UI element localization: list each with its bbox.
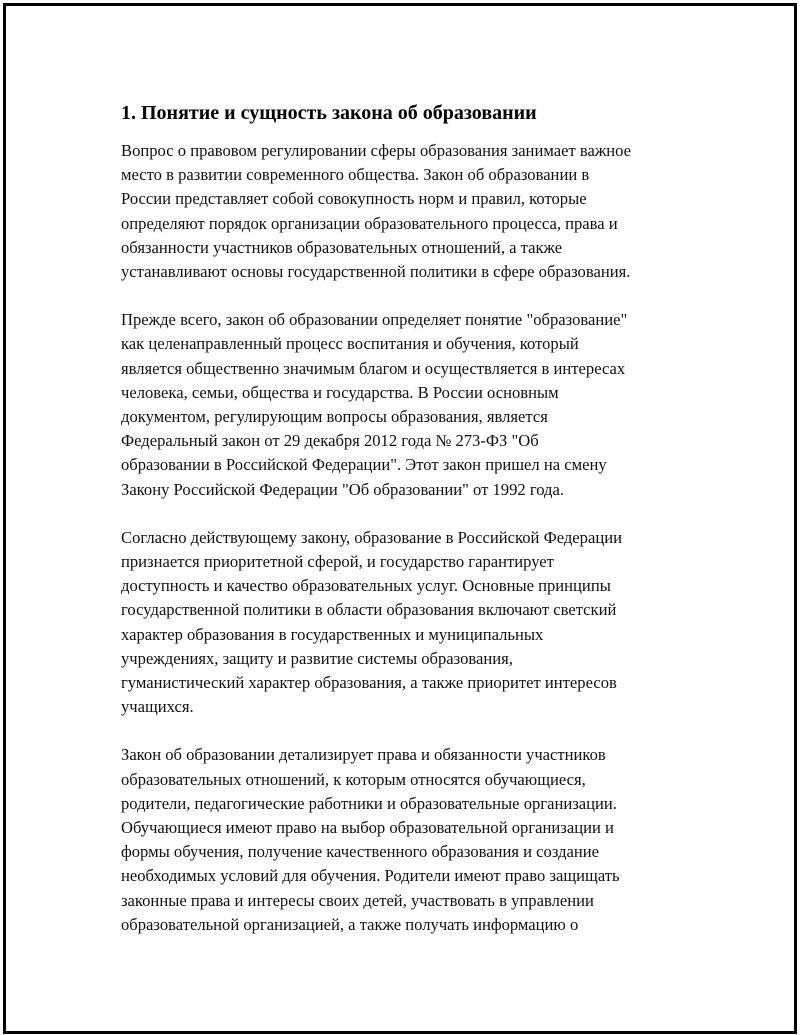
paragraph-line: Согласно действующему закону, образование в Российской Федерации: [121, 527, 622, 547]
paragraph-line: Закон об образовании детализирует права и обязанности участников: [121, 745, 606, 765]
paragraph-line: документом, регулирующим вопросы образования, является: [121, 407, 548, 427]
paragraph-line: доступность и качество образовательных услуг. Основные принципы: [121, 576, 611, 596]
paragraph-line: определяют порядок организации образовательного процесса, права и: [121, 213, 618, 233]
paragraph-line: законные права и интересы своих детей, участвовать в управлении: [121, 890, 594, 910]
paragraph-line: Обучающиеся имеют право на выбор образовательной организации и: [121, 818, 614, 838]
paragraph-line: признается приоритетной сферой, и государство гарантирует: [121, 552, 554, 572]
paragraph-line: является общественно значимым благом и осуществляется в интересах: [121, 358, 626, 378]
paragraph-line: образовательных отношений, к которым относятся обучающиеся,: [121, 769, 586, 789]
paragraph-line: государственной политики в области образования включают светский: [121, 600, 617, 620]
paragraph: [121, 139, 701, 284]
paragraph-line: учащихся.: [121, 697, 194, 717]
paragraph-line: Прежде всего, закон об образовании определяет понятие "образование": [121, 310, 628, 330]
paragraph-list: [121, 139, 701, 937]
paragraph-line: место в развитии современного общества. Закон об образовании в: [121, 165, 590, 185]
paragraph: [121, 743, 701, 937]
paragraph-line: родители, педагогические работники и образовательные организации.: [121, 793, 617, 813]
paragraph-line: необходимых условий для обучения. Родители имеют право защищать: [121, 866, 620, 886]
paragraph: [121, 308, 701, 502]
document-heading: 1. Понятие и сущность закона об образовании: [121, 102, 537, 124]
paragraph-line: формы обучения, получение качественного образования и создание: [121, 842, 600, 862]
paragraph-line: обязанности участников образовательных отношений, а также: [121, 237, 563, 257]
paragraph-line: России представляет собой совокупность норм и правил, которые: [121, 189, 587, 209]
paragraph-line: учреждениях, защиту и развитие системы образования,: [121, 648, 513, 668]
paragraph-line: образовании в Российской Федерации". Этот закон пришел на смену: [121, 455, 607, 475]
paragraph-line: образовательной организацией, а также получать информацию о: [121, 914, 579, 934]
page-frame: [3, 3, 797, 1034]
paragraph-line: Закону Российской Федерации "Об образовании" от 1992 года.: [121, 479, 564, 499]
paragraph-line: Вопрос о правовом регулировании сферы образования занимает важное: [121, 141, 632, 160]
document-content: [121, 100, 701, 961]
paragraph-line: устанавливают основы государственной политики в сфере образования.: [121, 262, 631, 282]
paragraph-line: человека, семьи, общества и государства. В России основным: [121, 382, 559, 402]
paragraph-line: гуманистический характер образования, а также приоритет интересов: [121, 673, 617, 693]
paragraph-line: Федеральный закон от 29 декабря 2012 года № 273-ФЗ "Об: [121, 431, 539, 451]
paragraph-line: как целенаправленный процесс воспитания и обучения, который: [121, 334, 579, 354]
paragraph-line: характер образования в государственных и муниципальных: [121, 624, 544, 644]
paragraph: [121, 526, 701, 720]
